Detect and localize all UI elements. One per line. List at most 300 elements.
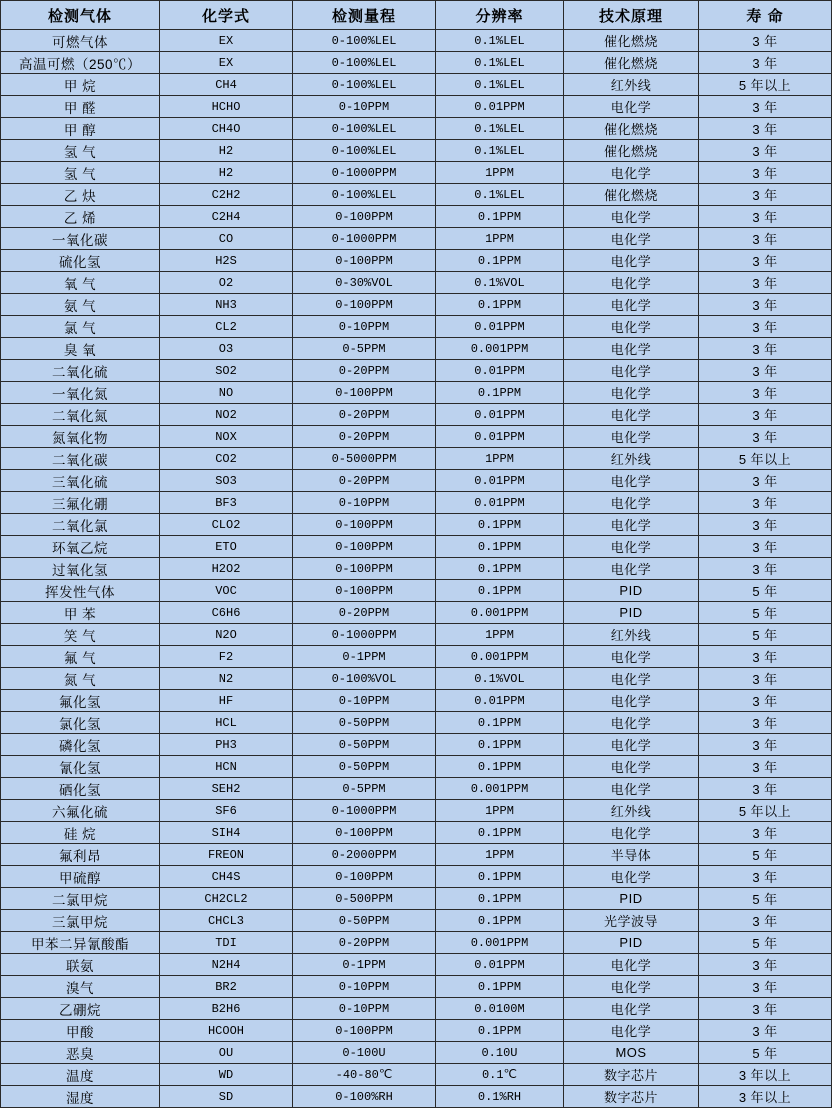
cell-range: 0-10PPM (293, 998, 436, 1020)
cell-gas: 二氧化氯 (1, 514, 160, 536)
cell-gas: 氢 气 (1, 140, 160, 162)
table-row (1, 558, 832, 580)
cell-range: 0-100%LEL (293, 140, 436, 162)
cell-resolution: 1PPM (436, 228, 564, 250)
cell-lifetime: 3 年 (699, 998, 832, 1020)
cell-formula: NOX (160, 426, 293, 448)
cell-lifetime: 3 年 (699, 382, 832, 404)
cell-gas: 可燃气体 (1, 30, 160, 52)
cell-lifetime: 5 年 (699, 888, 832, 910)
cell-formula: SF6 (160, 800, 293, 822)
cell-range: 0-50PPM (293, 910, 436, 932)
cell-formula: O2 (160, 272, 293, 294)
cell-gas: 环氧乙烷 (1, 536, 160, 558)
cell-formula: H2 (160, 162, 293, 184)
cell-technology: 红外线 (564, 448, 699, 470)
cell-resolution: 0.01PPM (436, 316, 564, 338)
cell-gas: 三氯甲烷 (1, 910, 160, 932)
cell-technology: 红外线 (564, 624, 699, 646)
table-row (1, 866, 832, 888)
cell-technology: 催化燃烧 (564, 118, 699, 140)
cell-gas: 溴气 (1, 976, 160, 998)
cell-gas: 硫化氢 (1, 250, 160, 272)
cell-resolution: 0.1PPM (436, 250, 564, 272)
cell-gas: 过氧化氢 (1, 558, 160, 580)
cell-gas: 二氧化碳 (1, 448, 160, 470)
cell-technology: 催化燃烧 (564, 140, 699, 162)
cell-formula: CL2 (160, 316, 293, 338)
cell-technology: 电化学 (564, 338, 699, 360)
cell-resolution: 0.001PPM (436, 932, 564, 954)
cell-formula: F2 (160, 646, 293, 668)
cell-technology: PID (564, 602, 699, 624)
cell-range: 0-50PPM (293, 712, 436, 734)
cell-formula: NO (160, 382, 293, 404)
cell-gas: 六氟化硫 (1, 800, 160, 822)
cell-gas: 氟利昂 (1, 844, 160, 866)
cell-technology: 数字芯片 (564, 1086, 699, 1108)
cell-technology: 电化学 (564, 822, 699, 844)
cell-formula: SO2 (160, 360, 293, 382)
column-header-range: 检测量程 (293, 1, 436, 30)
cell-gas: 乙硼烷 (1, 998, 160, 1020)
cell-resolution: 0.001PPM (436, 338, 564, 360)
cell-technology: 电化学 (564, 976, 699, 998)
cell-range: 0-100PPM (293, 580, 436, 602)
cell-gas: 二氧化氮 (1, 404, 160, 426)
cell-formula: N2H4 (160, 954, 293, 976)
cell-range: 0-20PPM (293, 360, 436, 382)
cell-resolution: 0.1PPM (436, 558, 564, 580)
cell-gas: 二氧化硫 (1, 360, 160, 382)
cell-resolution: 0.1%RH (436, 1086, 564, 1108)
cell-formula: N2 (160, 668, 293, 690)
cell-gas: 一氧化碳 (1, 228, 160, 250)
cell-gas: 三氟化硼 (1, 492, 160, 514)
table-row (1, 800, 832, 822)
cell-resolution: 0.1PPM (436, 976, 564, 998)
column-header-formula: 化学式 (160, 1, 293, 30)
cell-resolution: 0.01PPM (436, 954, 564, 976)
column-header-resolution: 分辨率 (436, 1, 564, 30)
cell-range: 0-10PPM (293, 96, 436, 118)
cell-resolution: 1PPM (436, 162, 564, 184)
cell-technology: 电化学 (564, 96, 699, 118)
cell-range: 0-100%LEL (293, 184, 436, 206)
table-row (1, 844, 832, 866)
cell-range: 0-100PPM (293, 558, 436, 580)
cell-range: 0-500PPM (293, 888, 436, 910)
cell-lifetime: 3 年 (699, 492, 832, 514)
cell-formula: FREON (160, 844, 293, 866)
cell-lifetime: 3 年 (699, 30, 832, 52)
cell-formula: VOC (160, 580, 293, 602)
cell-formula: BF3 (160, 492, 293, 514)
cell-resolution: 0.01PPM (436, 360, 564, 382)
cell-lifetime: 3 年 (699, 140, 832, 162)
cell-formula: CH2CL2 (160, 888, 293, 910)
column-header-gas: 检测气体 (1, 1, 160, 30)
cell-lifetime: 3 年 (699, 338, 832, 360)
cell-range: 0-1PPM (293, 954, 436, 976)
cell-range: 0-100PPM (293, 866, 436, 888)
cell-lifetime: 5 年 (699, 932, 832, 954)
cell-range: 0-100%LEL (293, 52, 436, 74)
cell-lifetime: 3 年 (699, 712, 832, 734)
cell-lifetime: 3 年 (699, 250, 832, 272)
cell-range: 0-20PPM (293, 602, 436, 624)
cell-technology: 电化学 (564, 206, 699, 228)
cell-formula: B2H6 (160, 998, 293, 1020)
cell-range: 0-100%LEL (293, 118, 436, 140)
table-row (1, 382, 832, 404)
cell-technology: 电化学 (564, 558, 699, 580)
cell-formula: H2 (160, 140, 293, 162)
cell-gas: 甲硫醇 (1, 866, 160, 888)
cell-formula: NO2 (160, 404, 293, 426)
cell-resolution: 0.1%VOL (436, 272, 564, 294)
cell-resolution: 0.1%LEL (436, 140, 564, 162)
cell-lifetime: 3 年 (699, 866, 832, 888)
cell-technology: 电化学 (564, 272, 699, 294)
cell-range: 0-10PPM (293, 690, 436, 712)
cell-lifetime: 3 年 (699, 778, 832, 800)
cell-resolution: 0.1PPM (436, 866, 564, 888)
cell-gas: 甲 醛 (1, 96, 160, 118)
cell-range: 0-2000PPM (293, 844, 436, 866)
cell-gas: 硅 烷 (1, 822, 160, 844)
cell-lifetime: 5 年以上 (699, 800, 832, 822)
table-row (1, 1064, 832, 1086)
cell-lifetime: 3 年 (699, 470, 832, 492)
cell-formula: HCL (160, 712, 293, 734)
cell-gas: 甲苯二异氰酸酯 (1, 932, 160, 954)
cell-range: 0-10PPM (293, 492, 436, 514)
cell-formula: BR2 (160, 976, 293, 998)
table-row (1, 1086, 832, 1108)
cell-gas: 甲 烷 (1, 74, 160, 96)
cell-resolution: 0.1%LEL (436, 118, 564, 140)
table-row (1, 96, 832, 118)
cell-lifetime: 3 年 (699, 822, 832, 844)
header-row (1, 1, 832, 30)
column-header-technology: 技术原理 (564, 1, 699, 30)
cell-formula: CH4 (160, 74, 293, 96)
cell-technology: 电化学 (564, 360, 699, 382)
cell-range: 0-100%LEL (293, 74, 436, 96)
cell-lifetime: 3 年以上 (699, 1064, 832, 1086)
cell-range: 0-20PPM (293, 470, 436, 492)
cell-lifetime: 3 年 (699, 118, 832, 140)
cell-resolution: 0.1PPM (436, 514, 564, 536)
table-body (1, 30, 832, 1108)
cell-range: 0-100%VOL (293, 668, 436, 690)
cell-range: 0-20PPM (293, 426, 436, 448)
cell-gas: 磷化氢 (1, 734, 160, 756)
table-row (1, 294, 832, 316)
cell-resolution: 0.01PPM (436, 426, 564, 448)
cell-resolution: 1PPM (436, 844, 564, 866)
cell-formula: HCHO (160, 96, 293, 118)
cell-range: 0-100U (293, 1042, 436, 1064)
cell-lifetime: 3 年 (699, 536, 832, 558)
cell-lifetime: 5 年 (699, 602, 832, 624)
table-row (1, 206, 832, 228)
table-header (1, 1, 832, 30)
cell-formula: HF (160, 690, 293, 712)
cell-technology: 催化燃烧 (564, 52, 699, 74)
cell-resolution: 0.1PPM (436, 580, 564, 602)
cell-resolution: 0.1PPM (436, 294, 564, 316)
cell-resolution: 0.1PPM (436, 734, 564, 756)
cell-resolution: 0.1PPM (436, 756, 564, 778)
cell-lifetime: 3 年 (699, 646, 832, 668)
cell-gas: 笑 气 (1, 624, 160, 646)
table-row (1, 1042, 832, 1064)
cell-resolution: 0.01PPM (436, 470, 564, 492)
cell-range: 0-100PPM (293, 250, 436, 272)
cell-technology: 电化学 (564, 756, 699, 778)
cell-lifetime: 5 年以上 (699, 448, 832, 470)
cell-gas: 恶臭 (1, 1042, 160, 1064)
cell-gas: 氟化氢 (1, 690, 160, 712)
cell-resolution: 0.01PPM (436, 404, 564, 426)
cell-gas: 氢 气 (1, 162, 160, 184)
cell-technology: 催化燃烧 (564, 30, 699, 52)
cell-range: 0-50PPM (293, 734, 436, 756)
cell-technology: 电化学 (564, 734, 699, 756)
cell-resolution: 0.1℃ (436, 1064, 564, 1086)
cell-technology: 半导体 (564, 844, 699, 866)
cell-resolution: 0.1PPM (436, 536, 564, 558)
table-row (1, 118, 832, 140)
cell-formula: CH4O (160, 118, 293, 140)
cell-gas: 氯 气 (1, 316, 160, 338)
cell-resolution: 0.10U (436, 1042, 564, 1064)
cell-lifetime: 3 年 (699, 316, 832, 338)
cell-technology: 电化学 (564, 492, 699, 514)
table-row (1, 140, 832, 162)
cell-lifetime: 5 年 (699, 624, 832, 646)
cell-formula: O3 (160, 338, 293, 360)
cell-technology: 红外线 (564, 800, 699, 822)
cell-formula: CO2 (160, 448, 293, 470)
cell-gas: 氮 气 (1, 668, 160, 690)
cell-lifetime: 5 年 (699, 844, 832, 866)
cell-formula: ETO (160, 536, 293, 558)
cell-range: 0-5PPM (293, 778, 436, 800)
cell-range: 0-1000PPM (293, 624, 436, 646)
cell-lifetime: 3 年 (699, 756, 832, 778)
cell-formula: NH3 (160, 294, 293, 316)
cell-gas: 湿度 (1, 1086, 160, 1108)
table-row (1, 426, 832, 448)
cell-lifetime: 3 年 (699, 690, 832, 712)
cell-gas: 挥发性气体 (1, 580, 160, 602)
table-row (1, 360, 832, 382)
cell-range: 0-30%VOL (293, 272, 436, 294)
cell-lifetime: 3 年 (699, 404, 832, 426)
table-row (1, 976, 832, 998)
cell-formula: HCOOH (160, 1020, 293, 1042)
cell-range: 0-100PPM (293, 294, 436, 316)
table-row (1, 580, 832, 602)
cell-lifetime: 3 年 (699, 910, 832, 932)
cell-resolution: 0.1%VOL (436, 668, 564, 690)
table-row (1, 52, 832, 74)
table-row (1, 536, 832, 558)
table-row (1, 74, 832, 96)
cell-technology: PID (564, 932, 699, 954)
table-row (1, 910, 832, 932)
cell-resolution: 0.1%LEL (436, 184, 564, 206)
cell-lifetime: 3 年 (699, 1020, 832, 1042)
cell-formula: TDI (160, 932, 293, 954)
cell-technology: MOS (564, 1042, 699, 1064)
cell-formula: CH4S (160, 866, 293, 888)
cell-resolution: 0.1PPM (436, 822, 564, 844)
cell-lifetime: 3 年 (699, 954, 832, 976)
cell-range: 0-5000PPM (293, 448, 436, 470)
cell-resolution: 0.001PPM (436, 602, 564, 624)
cell-formula: CLO2 (160, 514, 293, 536)
cell-technology: 数字芯片 (564, 1064, 699, 1086)
cell-range: 0-20PPM (293, 404, 436, 426)
table-row (1, 624, 832, 646)
table-row (1, 756, 832, 778)
cell-range: -40-80℃ (293, 1064, 436, 1086)
cell-technology: 电化学 (564, 514, 699, 536)
cell-formula: PH3 (160, 734, 293, 756)
cell-technology: 电化学 (564, 426, 699, 448)
table-row (1, 272, 832, 294)
cell-technology: 电化学 (564, 954, 699, 976)
cell-resolution: 1PPM (436, 800, 564, 822)
cell-technology: 电化学 (564, 646, 699, 668)
cell-lifetime: 5 年 (699, 580, 832, 602)
table-row (1, 998, 832, 1020)
cell-formula: WD (160, 1064, 293, 1086)
column-header-lifetime: 寿 命 (699, 1, 832, 30)
cell-resolution: 0.001PPM (436, 778, 564, 800)
table-row (1, 316, 832, 338)
cell-resolution: 0.1PPM (436, 910, 564, 932)
cell-formula: EX (160, 52, 293, 74)
cell-technology: 红外线 (564, 74, 699, 96)
cell-gas: 甲 苯 (1, 602, 160, 624)
cell-range: 0-1000PPM (293, 228, 436, 250)
cell-resolution: 0.1PPM (436, 206, 564, 228)
cell-gas: 氟 气 (1, 646, 160, 668)
cell-resolution: 1PPM (436, 624, 564, 646)
cell-gas: 二氯甲烷 (1, 888, 160, 910)
cell-resolution: 1PPM (436, 448, 564, 470)
cell-lifetime: 3 年 (699, 162, 832, 184)
cell-range: 0-1PPM (293, 646, 436, 668)
table-row (1, 888, 832, 910)
cell-range: 0-50PPM (293, 756, 436, 778)
cell-resolution: 0.1PPM (436, 382, 564, 404)
cell-technology: PID (564, 888, 699, 910)
cell-gas: 氯化氢 (1, 712, 160, 734)
cell-lifetime: 3 年 (699, 206, 832, 228)
cell-gas: 温度 (1, 1064, 160, 1086)
cell-lifetime: 3 年 (699, 426, 832, 448)
cell-gas: 高温可燃（250℃） (1, 52, 160, 74)
table-row (1, 690, 832, 712)
cell-formula: C6H6 (160, 602, 293, 624)
cell-formula: CO (160, 228, 293, 250)
cell-gas: 甲酸 (1, 1020, 160, 1042)
cell-formula: CHCL3 (160, 910, 293, 932)
cell-technology: 电化学 (564, 228, 699, 250)
cell-range: 0-5PPM (293, 338, 436, 360)
cell-gas: 甲 醇 (1, 118, 160, 140)
cell-technology: 电化学 (564, 866, 699, 888)
cell-lifetime: 3 年 (699, 294, 832, 316)
cell-gas: 三氧化硫 (1, 470, 160, 492)
table-row (1, 954, 832, 976)
cell-resolution: 0.1PPM (436, 1020, 564, 1042)
cell-formula: EX (160, 30, 293, 52)
cell-resolution: 0.01PPM (436, 690, 564, 712)
cell-lifetime: 3 年 (699, 52, 832, 74)
cell-formula: OU (160, 1042, 293, 1064)
cell-gas: 氮氧化物 (1, 426, 160, 448)
cell-gas: 氨 气 (1, 294, 160, 316)
cell-technology: 电化学 (564, 690, 699, 712)
cell-formula: SO3 (160, 470, 293, 492)
cell-resolution: 0.001PPM (436, 646, 564, 668)
cell-range: 0-100%RH (293, 1086, 436, 1108)
cell-technology: PID (564, 580, 699, 602)
cell-resolution: 0.1%LEL (436, 74, 564, 96)
table-row (1, 338, 832, 360)
table-row (1, 514, 832, 536)
cell-range: 0-100PPM (293, 1020, 436, 1042)
cell-range: 0-100%LEL (293, 30, 436, 52)
table-row (1, 646, 832, 668)
cell-resolution: 0.1%LEL (436, 52, 564, 74)
cell-technology: 电化学 (564, 1020, 699, 1042)
cell-gas: 乙 炔 (1, 184, 160, 206)
table-row (1, 184, 832, 206)
cell-gas: 氰化氢 (1, 756, 160, 778)
table-row (1, 448, 832, 470)
table-row (1, 734, 832, 756)
cell-technology: 电化学 (564, 404, 699, 426)
cell-range: 0-100PPM (293, 514, 436, 536)
cell-resolution: 0.1PPM (436, 888, 564, 910)
cell-formula: HCN (160, 756, 293, 778)
cell-resolution: 0.1PPM (436, 712, 564, 734)
table-row (1, 162, 832, 184)
cell-technology: 电化学 (564, 998, 699, 1020)
cell-formula: SIH4 (160, 822, 293, 844)
cell-gas: 臭 氧 (1, 338, 160, 360)
cell-lifetime: 3 年 (699, 734, 832, 756)
table-row (1, 778, 832, 800)
table-row (1, 404, 832, 426)
table-row (1, 932, 832, 954)
cell-lifetime: 5 年 (699, 1042, 832, 1064)
cell-lifetime: 3 年 (699, 272, 832, 294)
table-row (1, 470, 832, 492)
cell-technology: 电化学 (564, 778, 699, 800)
table-row (1, 30, 832, 52)
table-row (1, 228, 832, 250)
cell-lifetime: 3 年 (699, 668, 832, 690)
